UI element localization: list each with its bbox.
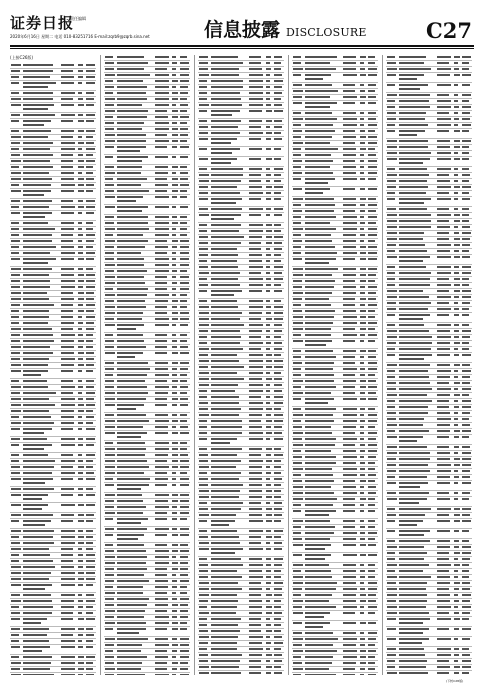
table-row bbox=[10, 477, 96, 487]
table-row bbox=[104, 155, 190, 165]
table-row bbox=[104, 195, 190, 205]
table-row bbox=[198, 671, 284, 675]
table-row bbox=[386, 255, 472, 265]
table-row bbox=[10, 583, 96, 593]
table-row bbox=[198, 437, 284, 447]
table-row bbox=[386, 637, 472, 647]
table-column bbox=[292, 55, 378, 675]
table-row bbox=[386, 519, 472, 529]
table-row bbox=[292, 611, 378, 621]
table-row bbox=[386, 617, 472, 627]
masthead bbox=[0, 0, 484, 44]
table-row bbox=[386, 157, 472, 167]
table-row bbox=[104, 483, 190, 493]
table-row bbox=[292, 177, 378, 187]
table-row bbox=[10, 119, 96, 129]
newspaper-logo: 证券日报 bbox=[10, 14, 75, 32]
table-row bbox=[386, 529, 472, 539]
table-row bbox=[292, 553, 378, 563]
table-row bbox=[10, 443, 96, 453]
table-row bbox=[386, 497, 472, 507]
editor-label: 责任编辑 bbox=[70, 16, 86, 21]
table-row bbox=[10, 189, 96, 199]
table-row bbox=[386, 83, 472, 93]
table-row bbox=[198, 147, 284, 157]
table-row bbox=[104, 517, 190, 527]
issue-line: 2020年6月16日 星期二 电话 010-83251716 E-mail:zqrb9@zqrb.sina.net bbox=[10, 34, 150, 39]
table-row bbox=[10, 645, 96, 655]
table-row bbox=[104, 431, 190, 441]
section-title-en: DISCLOSURE bbox=[286, 26, 367, 39]
table-row bbox=[104, 351, 190, 361]
table-row bbox=[386, 313, 472, 323]
table-row bbox=[386, 671, 472, 675]
table-row bbox=[292, 257, 378, 267]
table-row bbox=[10, 427, 96, 437]
table-row bbox=[104, 627, 190, 637]
table-row bbox=[386, 73, 472, 83]
table-row bbox=[198, 109, 284, 119]
table-row bbox=[386, 353, 472, 363]
table-row bbox=[10, 369, 96, 379]
table-row bbox=[10, 493, 96, 503]
header-rule-thin bbox=[10, 48, 474, 49]
table-row bbox=[292, 397, 378, 407]
column-divider bbox=[288, 55, 289, 675]
table-row bbox=[104, 673, 190, 675]
table-row bbox=[292, 339, 378, 349]
column-divider bbox=[100, 55, 101, 675]
table-row bbox=[10, 257, 96, 267]
table-row bbox=[386, 129, 472, 139]
table-row bbox=[386, 481, 472, 491]
table-row bbox=[10, 81, 96, 91]
table-row bbox=[104, 323, 190, 333]
table-row bbox=[292, 187, 378, 197]
table-row bbox=[198, 289, 284, 299]
table-row bbox=[386, 197, 472, 207]
table-row bbox=[10, 617, 96, 627]
page-number: C27 bbox=[426, 18, 472, 43]
table-row bbox=[386, 627, 472, 637]
table-row bbox=[10, 673, 96, 675]
table-row bbox=[292, 509, 378, 519]
table-row bbox=[198, 137, 284, 147]
table-row bbox=[104, 205, 190, 215]
header-rule bbox=[10, 45, 474, 47]
table-column bbox=[10, 55, 96, 675]
table-row bbox=[10, 519, 96, 529]
table-row bbox=[198, 213, 284, 223]
table-row bbox=[386, 435, 472, 445]
table-row bbox=[292, 543, 378, 553]
table-row bbox=[292, 73, 378, 83]
table-column bbox=[198, 55, 284, 675]
table-column bbox=[386, 55, 472, 675]
table-row bbox=[292, 101, 378, 111]
table-row bbox=[292, 673, 378, 675]
table-row bbox=[292, 621, 378, 631]
column-divider bbox=[382, 55, 383, 675]
column-divider bbox=[194, 55, 195, 675]
table-row bbox=[104, 533, 190, 543]
table-row bbox=[198, 197, 284, 207]
table-row bbox=[104, 403, 190, 413]
table-row bbox=[104, 145, 190, 155]
table-row bbox=[10, 103, 96, 113]
continued-note: (下转C28版) bbox=[446, 679, 464, 683]
table-row bbox=[10, 503, 96, 513]
table-row bbox=[198, 547, 284, 557]
section-title: 信息披露 bbox=[204, 19, 281, 41]
table-column bbox=[104, 55, 190, 675]
table-row bbox=[198, 519, 284, 529]
table-row bbox=[10, 211, 96, 221]
table-row bbox=[198, 157, 284, 167]
continued-heading: (上接C26版) bbox=[10, 55, 34, 60]
disclosure-table-area bbox=[10, 55, 474, 675]
